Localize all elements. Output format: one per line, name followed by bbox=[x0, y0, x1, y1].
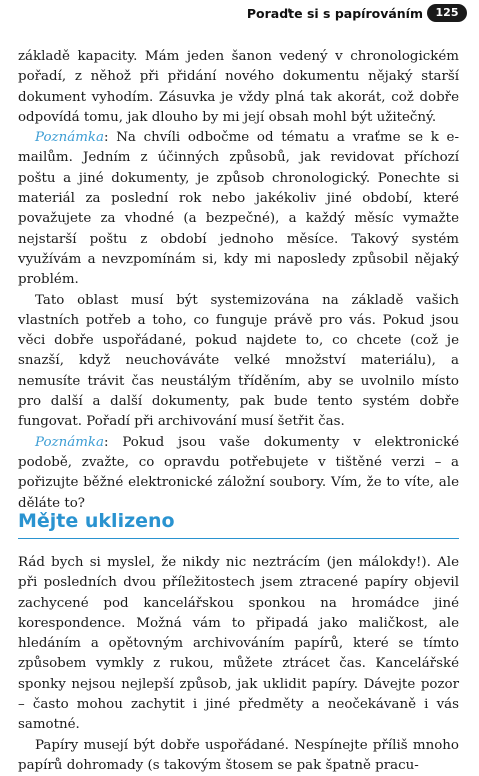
paragraph: základě kapacity. Mám jeden šanon vedený v chronologickém pořadí, z něhož při přidání nového dokumentu nějaký starší dokument vyhodím. Zásuvka je vždy plná tak akorát, což dobře odpovídá tomu, jak dlouho by mi její obsah mohl být užitečný. bbox=[18, 49, 459, 125]
note-paragraph bbox=[18, 128, 459, 290]
paragraph: Papíry musejí být dobře uspořádané. Nespínejte příliš mnoho papírů dohromady (s takovým štosem se pak špatně pracu- bbox=[18, 737, 459, 773]
body-text-section-2 bbox=[18, 553, 459, 776]
running-title: Poraďte si s papírováním bbox=[246, 6, 423, 21]
note-text: : Na chvíli odbočme od tématu a vraťme se k e-mailům. Jedním z účinných způsobů, jak revidovat příchozí poštu a jiné dokumenty, je způsob chronologický. Ponechte si materiál za poslední rok nebo jakékoliv jiné období, které považujete za vhodné (a bezpečné), a každý měsíc vymažte nejstarší poštu z období jednoho měsíce. Takový systém využívám a nevzpomínám si, kdy mi naposledy způsobil nějaký problém. bbox=[18, 130, 459, 288]
note-label: Poznámka bbox=[35, 130, 104, 146]
page-header bbox=[0, 4, 479, 24]
paragraph: Tato oblast musí být systemizována na základě vašich vlastních potřeb a toho, co funguje právě pro vás. Pokud jsou věci dobře uspořádané, pokud najdete to, co chcete (což je snazší, když neuchováváte velké množství materiálu), a nemusíte trávit čas neustálým tříděním, aby se uvolnilo místo pro další a další dokumenty, pak bude tento systém dobře fungovat. Pořadí při archivování musí šetřit čas. bbox=[18, 292, 459, 430]
section-heading: Mějte uklizeno bbox=[18, 510, 459, 539]
note-text: : Pokud jsou vaše dokumenty v elektronické podobě, zvažte, co opravdu potřebujete v tištěné verzi – a pořizujte běžné elektronické záložní soubory. Vím, že to víte, ale děláte to? bbox=[18, 434, 459, 511]
body-text-section-1 bbox=[18, 47, 459, 514]
note-label: Poznámka bbox=[35, 434, 104, 450]
note-paragraph bbox=[18, 433, 459, 514]
page-number-badge: 125 bbox=[427, 4, 467, 22]
paragraph: Rád bych si myslel, že nikdy nic neztrácím (jen málokdy!). Ale při posledních dvou příležitostech jsem ztracené papíry objevil zachycené pod kancelářskou sponkou na hromádce jiné korespondence. Možná vám to připadá jako maličkost, ale hledáním a opětovným archivováním papírů, které se tímto způsobem vymkly z rukou, můžete ztrácet čas. Kancelářské sponky nejsou nejlepší způsob, jak uklidit papíry. Dávejte pozor – často mohou zachytit i jiné předměty a neočekávaně i vás samotné. bbox=[18, 555, 459, 733]
